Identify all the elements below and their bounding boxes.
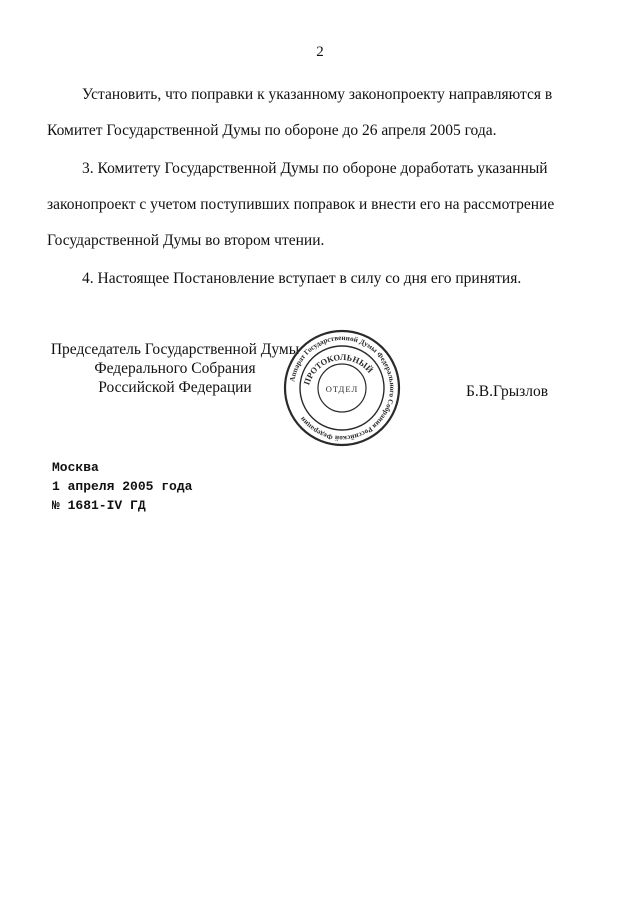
signature-title <box>40 340 310 397</box>
signature-title-line-2: Федерального Собрания <box>94 360 256 377</box>
official-stamp <box>282 328 402 448</box>
body-line-3: 3. Комитету Государственной Думы по обороне доработать указанный <box>82 160 548 177</box>
signatory-name: Б.В.Грызлов <box>466 383 549 400</box>
body-line-4: законопроект с учетом поступивших поправок и внести его на рассмотрение <box>47 196 555 213</box>
body-line-6: 4. Настоящее Постановление вступает в силу со дня его принятия. <box>82 270 522 287</box>
page-number: 2 <box>316 44 324 60</box>
footer-city: Москва <box>52 460 99 475</box>
body-line-2: Комитет Государственной Думы по обороне до 26 апреля 2005 года. <box>47 122 497 139</box>
body-line-1: Установить, что поправки к указанному законопроекту направляются в <box>82 86 553 103</box>
stamp-inner-top-text: ПРОТОКОЛЬНЫЙ <box>301 351 376 387</box>
footer-date: 1 апреля 2005 года <box>52 479 193 494</box>
footer-number: № 1681-IV ГД <box>52 498 146 513</box>
signature-title-line-1: Председатель Государственной Думы <box>50 341 300 358</box>
signature-title-line-3: Российской Федерации <box>98 379 252 396</box>
document-footer <box>52 458 192 515</box>
stamp-outer-text: Аппарат Государственной Думы Федерального Собрания Российской Федерации <box>288 333 397 443</box>
stamp-center-text: ОТДЕЛ <box>325 384 359 394</box>
body-line-5: Государственной Думы во втором чтении. <box>47 232 325 249</box>
